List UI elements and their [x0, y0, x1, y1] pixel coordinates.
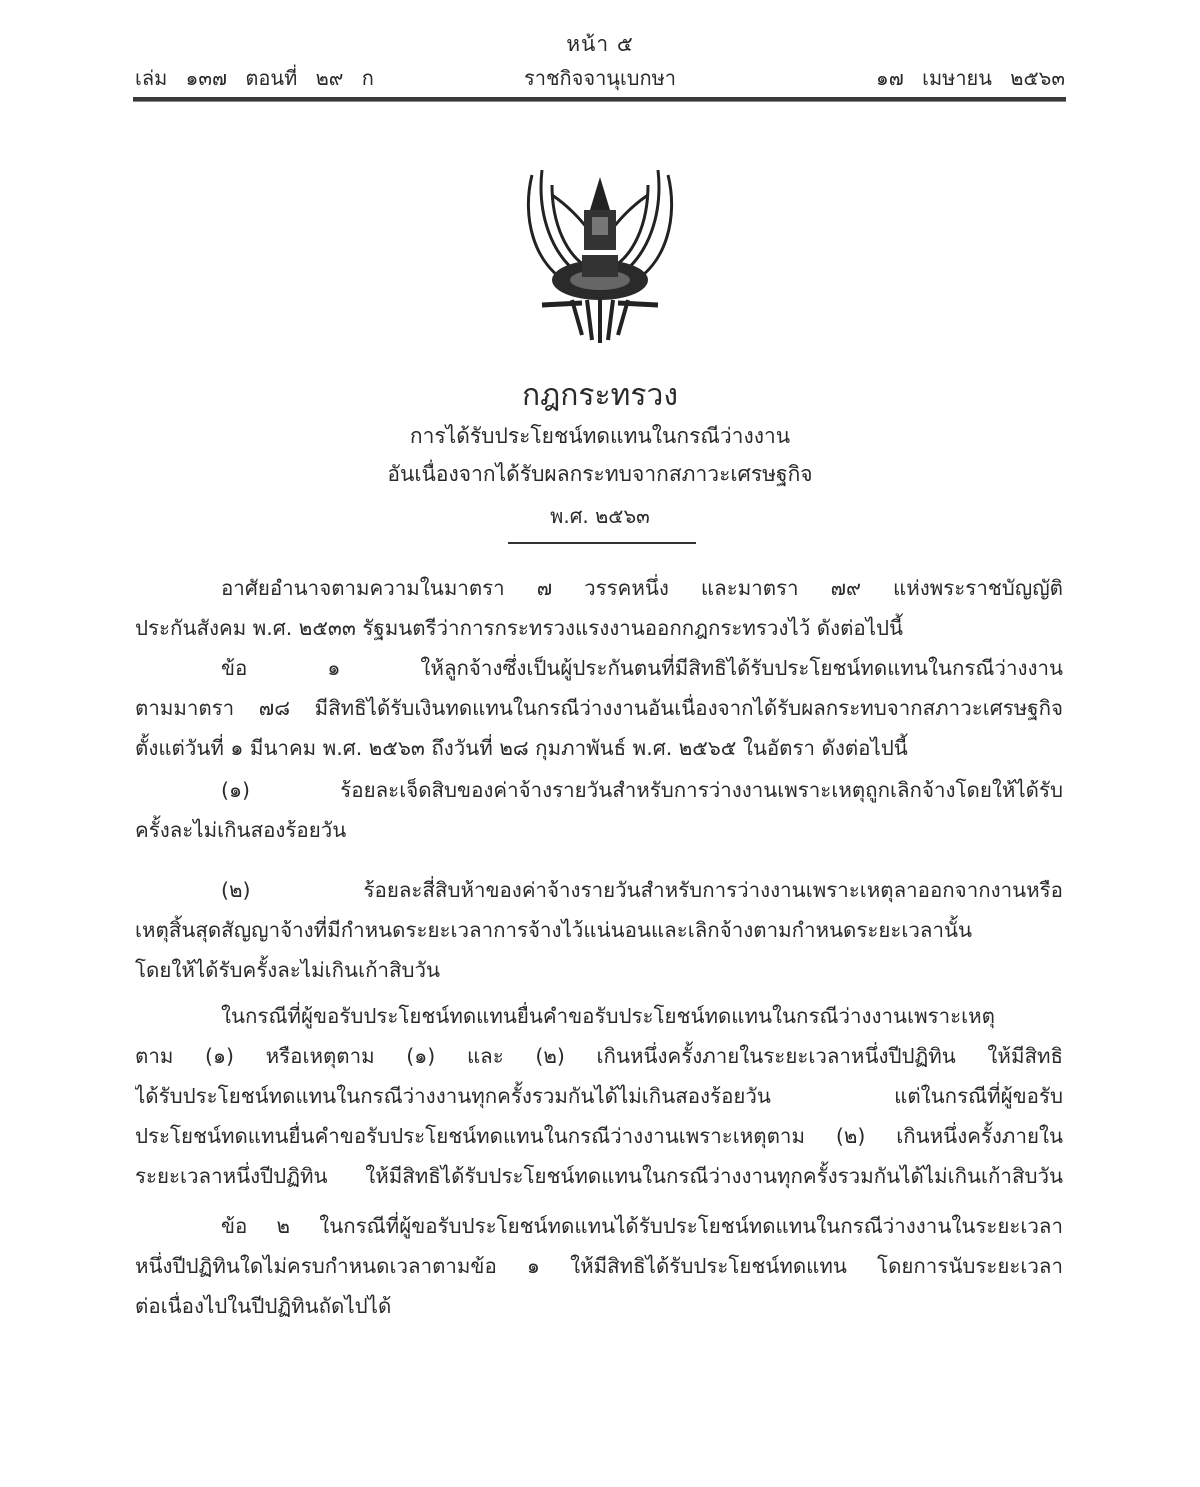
publication-name: ราชกิจจานุเบกษา [523, 66, 677, 90]
header-divider [133, 97, 1066, 102]
gazette-header [135, 62, 1065, 92]
text-line: (๑) ร้อยละเจ็ดสิบของค่าจ้างรายวันสำหรับการว่างงานเพราะเหตุถูกเลิกจ้างโดยให้ได้รับ [221, 778, 1063, 802]
clause-1-case-paragraph [135, 996, 1063, 1196]
text-line: ประโยชน์ทดแทนยื่นคำขอรับประโยชน์ทดแทนในกรณีว่างงานเพราะเหตุตาม (๒) เกินหนึ่งครั้งภายใน [135, 1124, 1063, 1148]
text-line: ได้รับประโยชน์ทดแทนในกรณีว่างงานทุกครั้งรวมกันได้ไม่เกินสองร้อยวัน แต่ในกรณีที่ผู้ขอรับ [135, 1084, 1063, 1108]
clause-1-item-1 [135, 770, 1063, 850]
page-number: หน้า ๕ [566, 32, 634, 56]
publication-date: ๑๗ เมษายน ๒๕๖๓ [876, 66, 1065, 90]
text-line: ข้อ ๒ ในกรณีที่ผู้ขอรับประโยชน์ทดแทนได้รับประโยชน์ทดแทนในกรณีว่างงานในระยะเวลา [221, 1214, 1063, 1238]
text-line: เหตุสิ้นสุดสัญญาจ้างที่มีกำหนดระยะเวลาการจ้างไว้แน่นอนและเลิกจ้างตามกำหนดระยะเวลานั้น [135, 918, 973, 942]
text-line: (๒) ร้อยละสี่สิบห้าของค่าจ้างรายวันสำหรับการว่างงานเพราะเหตุลาออกจากงานหรือ [221, 878, 1063, 902]
clause-1 [135, 648, 1063, 768]
document-year: พ.ศ. ๒๕๖๓ [550, 504, 650, 528]
text-line: ตั้งแต่วันที่ ๑ มีนาคม พ.ศ. ๒๕๖๓ ถึงวันที่ ๒๘ กุมภาพันธ์ พ.ศ. ๒๕๖๕ ในอัตรา ดังต่อไปนี้ [135, 736, 908, 760]
preamble-paragraph [135, 568, 1063, 648]
document-subtitle-line-1: การได้รับประโยชน์ทดแทนในกรณีว่างงาน [409, 424, 791, 448]
volume-issue: เล่ม ๑๓๗ ตอนที่ ๒๙ ก [135, 66, 374, 90]
text-line: โดยให้ได้รับครั้งละไม่เกินเก้าสิบวัน [135, 958, 441, 982]
text-line: ในกรณีที่ผู้ขอรับประโยชน์ทดแทนยื่นคำขอรับประโยชน์ทดแทนในกรณีว่างงานเพราะเหตุ [221, 1004, 995, 1028]
title-divider [508, 542, 696, 544]
text-line: ครั้งละไม่เกินสองร้อยวัน [135, 818, 347, 842]
clause-2 [135, 1206, 1063, 1326]
text-line: หนึ่งปีปฏิทินใดไม่ครบกำหนดเวลาตามข้อ ๑ ให้มีสิทธิได้รับประโยชน์ทดแทน โดยการนับระยะเวลา [135, 1254, 1063, 1278]
text-line: ข้อ ๑ ให้ลูกจ้างซึ่งเป็นผู้ประกันตนที่มีสิทธิได้รับประโยชน์ทดแทนในกรณีว่างงาน [221, 656, 1063, 680]
text-line: ตามมาตรา ๗๘ มีสิทธิได้รับเงินทดแทนในกรณีว่างงานอันเนื่องจากได้รับผลกระทบจากสภาวะเศรษฐกิจ [135, 696, 1063, 720]
clause-1-item-2 [135, 870, 1063, 990]
text-line: ประกันสังคม พ.ศ. ๒๕๓๓ รัฐมนตรีว่าการกระทรวงแรงงานออกกฎกระทรวงไว้ ดังต่อไปนี้ [135, 616, 904, 640]
text-line: ต่อเนื่องไปในปีปฏิทินถัดไปได้ [135, 1294, 392, 1318]
text-line: ระยะเวลาหนึ่งปีปฏิทิน ให้มีสิทธิได้รับประโยชน์ทดแทนในกรณีว่างงานทุกครั้งรวมกันได้ไม่เกินเก้าสิบวัน [135, 1164, 1063, 1188]
document-title: กฎกระทรวง [521, 378, 679, 413]
text-line: ตาม (๑) หรือเหตุตาม (๑) และ (๒) เกินหนึ่งครั้งภายในระยะเวลาหนึ่งปีปฏิทิน ให้มีสิทธิ [135, 1044, 1063, 1068]
garuda-emblem-icon [512, 155, 688, 345]
text-line: อาศัยอำนาจตามความในมาตรา ๗ วรรคหนึ่ง และมาตรา ๗๙ แห่งพระราชบัญญัติ [221, 576, 1063, 600]
document-subtitle-line-2: อันเนื่องจากได้รับผลกระทบจากสภาวะเศรษฐกิจ [387, 462, 813, 486]
